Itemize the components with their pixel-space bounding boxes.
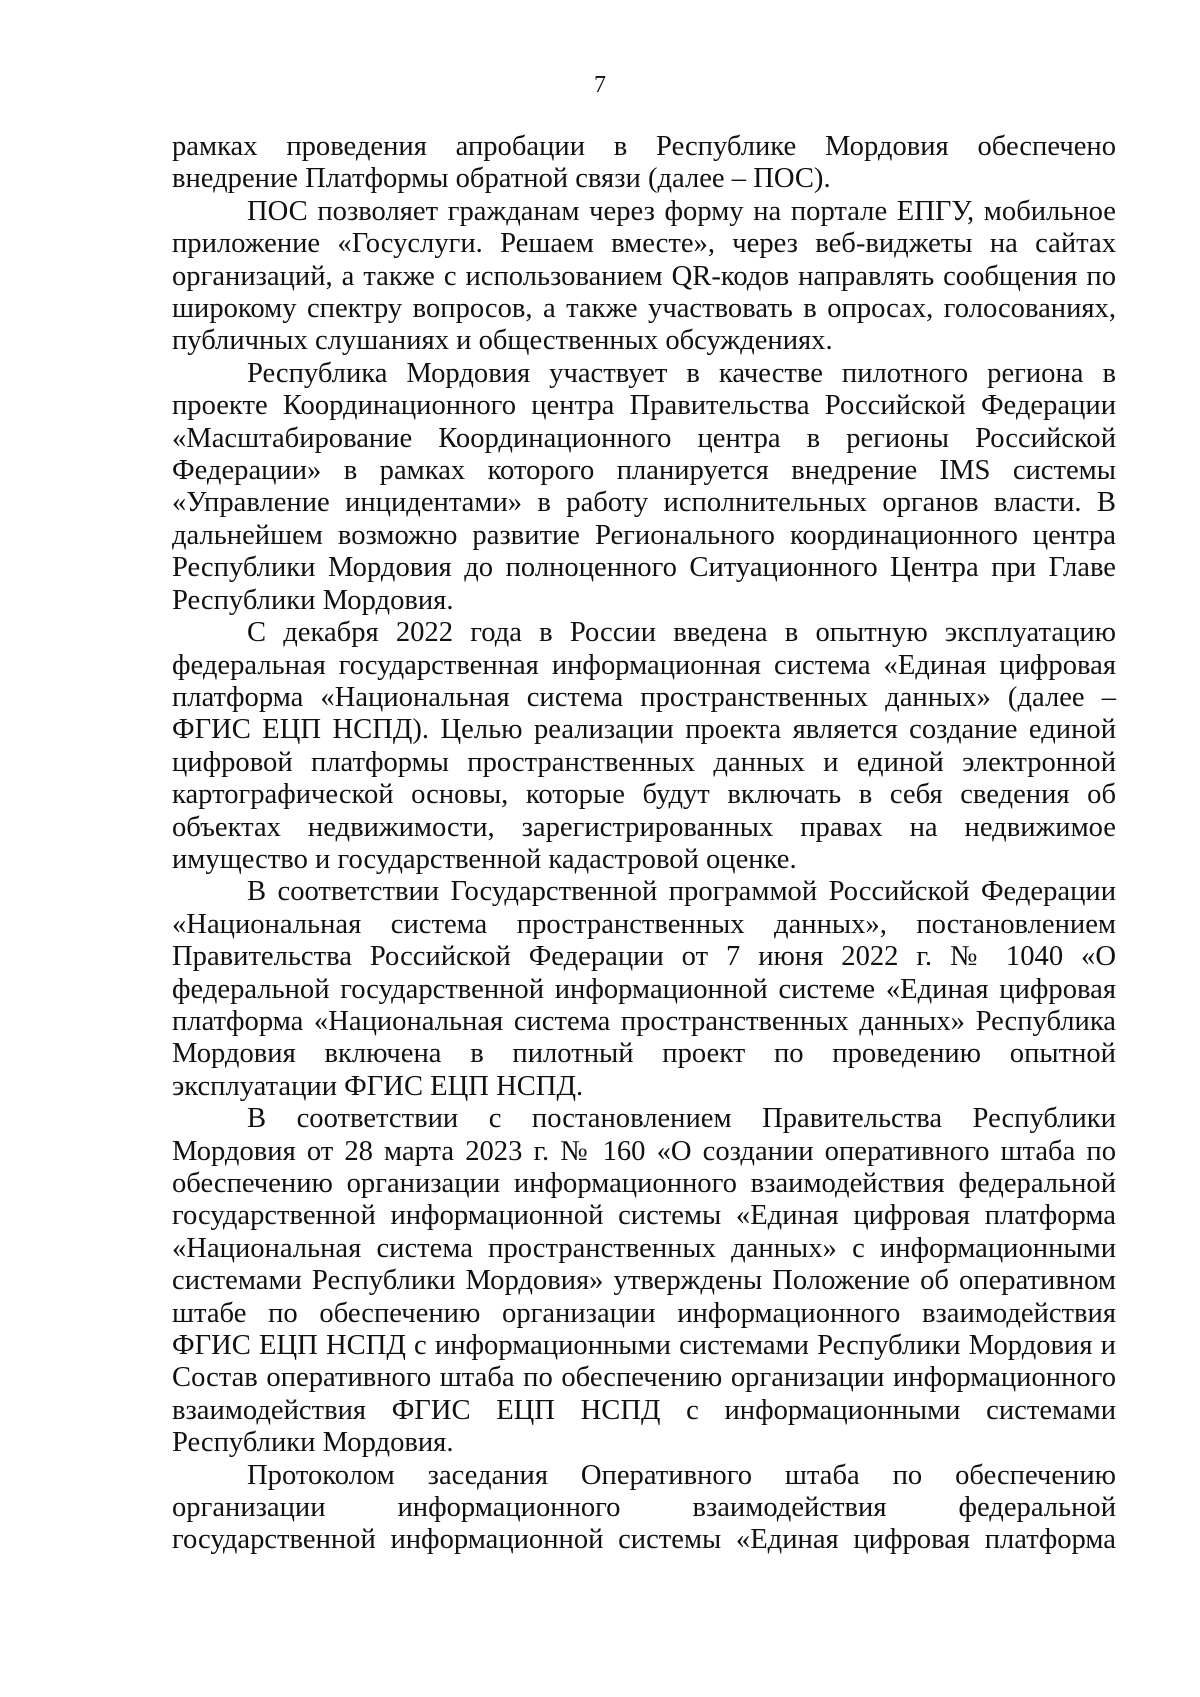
paragraph-resolution-160: В соответствии с постановлением Правительства Республики Мордовия от 28 марта 2023 г. № 160 «О создании оперативного штаба по обеспечению организации информационного взаимодействия федеральной государственной информационной системы «Единая цифровая платформа «Национальная система пространственных данных» с информационными системами Республики Мордовия» утверждены Положение об оперативном штабе по обеспечению организации информационного взаимодействия ФГИС ЕЦП НСПД с информационными системами Республики Мордовия и Состав оперативного штаба по обеспечению организации информационного взаимодействия ФГИС ЕЦП НСПД с информационными системами Республики Мордовия. (172, 1103, 1116, 1459)
paragraph-protocol: Протоколом заседания Оперативного штаба по обеспечению организации информационного взаимодействия федеральной государственной информационной системы «Единая цифровая платформа (172, 1459, 1116, 1556)
page-number: 7 (594, 72, 606, 98)
document-body (172, 131, 1116, 1557)
paragraph-coordination-center: Республика Мордовия участвует в качестве пилотного региона в проекте Координационного центра Правительства Российской Федерации «Масштабирование Координационного центра в регионы Российской Федерации» в рамках которого планируется внедрение IMS системы «Управление инцидентами» в работу исполнительных органов власти. В дальнейшем возможно развитие Регионального координационного центра Республики Мордовия до полноценного Ситуационного Центра при Главе Республики Мордовия. (172, 357, 1116, 616)
paragraph-state-program: В соответствии Государственной программой Российской Федерации «Национальная система пространственных данных», постановлением Правительства Российской Федерации от 7 июня 2022 г. № 1040 «О федеральной государственной информационной системе «Единая цифровая платформа «Национальная система пространственных данных» Республика Мордовия включена в пилотный проект по проведению опытной эксплуатации ФГИС ЕЦП НСПД. (172, 876, 1116, 1102)
paragraph-continuation: рамках проведения апробации в Республике Мордовия обеспечено внедрение Платформы обратной связи (далее – ПОС). (172, 131, 1116, 195)
paragraph-fgis-ecp-nspd: С декабря 2022 года в России введена в опытную эксплуатацию федеральная государственная информационная система «Единая цифровая платформа «Национальная система пространственных данных» (далее – ФГИС ЕЦП НСПД). Целью реализации проекта является создание единой цифровой платформы пространственных данных и единой электронной картографической основы, которые будут включать в себя сведения об объектах недвижимости, зарегистрированных правах на недвижимое имущество и государственной кадастровой оценке. (172, 617, 1116, 875)
paragraph-pos-platform: ПОС позволяет гражданам через форму на портале ЕПГУ, мобильное приложение «Госуслуги. Решаем вместе», через веб-виджеты на сайтах организаций, а также с использованием QR-кодов направлять сообщения по широкому спектру вопросов, а также участвовать в опросах, голосованиях, публичных слушаниях и общественных обсуждениях. (172, 195, 1116, 357)
